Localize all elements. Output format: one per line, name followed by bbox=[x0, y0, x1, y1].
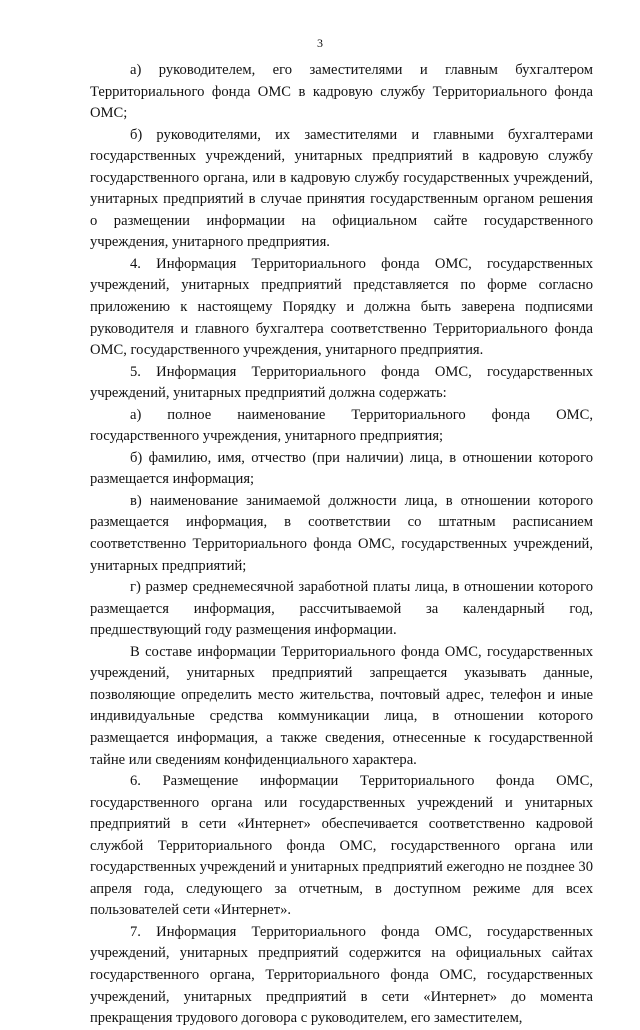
paragraph-restriction: В составе информации Территориального фонда ОМС, государственных учреждений, унитарных предприятий запрещается указывать данные, позволяющие определить место жительства, почтовый адрес, телефон и иные индивидуальные средства коммуникации лица, в отношении которого размещается информация, а также сведения, отнесенные к государственной тайне или сведениям конфиденциального характера. bbox=[90, 643, 593, 768]
paragraph-4: 4. Информация Территориального фонда ОМС, государственных учреждений, унитарных предприятий представляется по форме согласно приложению к настоящему Порядку и должна быть заверена подписями руководителя и главного бухгалтера соответственно Территориального фонда ОМС, государственного учреждения, унитарного предприятия. bbox=[90, 255, 593, 359]
document-body bbox=[90, 60, 593, 1030]
paragraph-7: 7. Информация Территориального фонда ОМС, государственных учреждений, унитарных предприятий содержится на официальных сайтах государственного органа, Территориального фонда ОМС, государственных учреждений, унитарных предприятий в сети «Интернет» до момента прекращения трудового договора с руководителем, его заместителем, bbox=[90, 923, 593, 1027]
paragraph-5a: а) полное наименование Территориального фонда ОМС, государственного учреждения, унитарного предприятия; bbox=[90, 406, 593, 445]
paragraph-2a: а) руководителем, его заместителями и главным бухгалтером Территориального фонда ОМС в кадровую службу Территориального фонда ОМС; bbox=[90, 62, 593, 122]
page-number: 3 bbox=[317, 36, 323, 50]
paragraph-5: 5. Информация Территориального фонда ОМС, государственных учреждений, унитарных предприятий должна содержать: bbox=[90, 363, 593, 402]
paragraph-5b: б) фамилию, имя, отчество (при наличии) лица, в отношении которого размещается информация; bbox=[90, 449, 593, 488]
paragraph-2b: б) руководителями, их заместителями и главными бухгалтерами государственных учреждений, унитарных предприятий в кадровую службу государственного органа, или в кадровую службу государственных учреждений, унитарных предприятий в случае принятия государственным органом решения о размещении информации на официальном сайте государственного учреждения, унитарного предприятия. bbox=[90, 126, 593, 251]
paragraph-5c: в) наименование занимаемой должности лица, в отношении которого размещается информация, в соответствии со штатным расписанием соответственно Территориального фонда ОМС, государственных учреждений, унитарных предприятий; bbox=[90, 492, 593, 574]
paragraph-5d: г) размер среднемесячной заработной платы лица, в отношении которого размещается информация, рассчитываемой за календарный год, предшествующий году размещения информации. bbox=[90, 579, 593, 639]
paragraph-6: 6. Размещение информации Территориального фонда ОМС, государственного органа или государственных учреждений и унитарных предприятий в сети «Интернет» обеспечивается соответственно кадровой службой Территориального фонда ОМС, государственного органа или государственных учреждений и унитарных предприятий ежегодно не позднее 30 апреля года, следующего за отчетным, в доступном режиме для всех пользователей сети «Интернет». bbox=[90, 773, 593, 919]
